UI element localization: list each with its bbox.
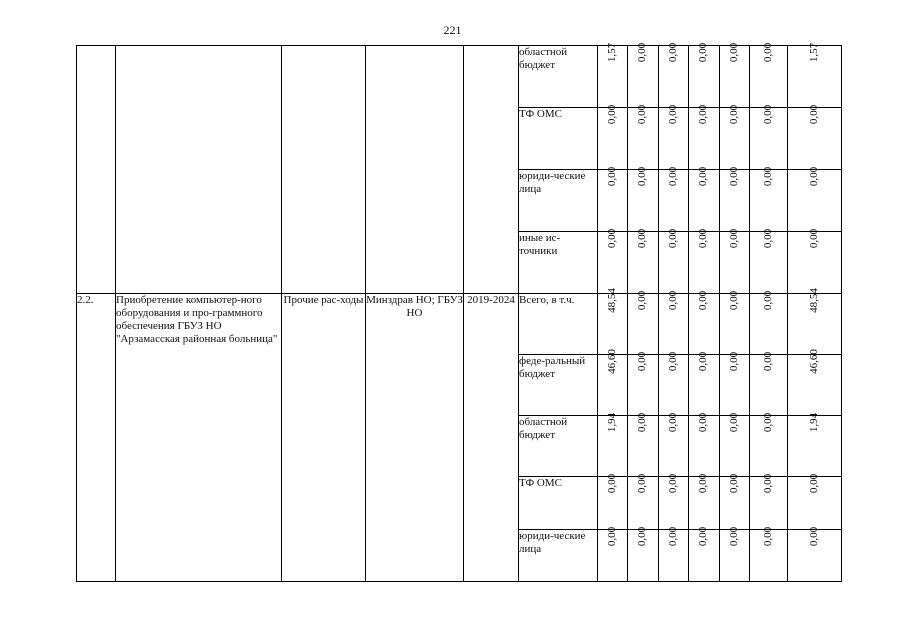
amount-cell: 0,00 — [659, 46, 689, 108]
amount-cell: 0,00 — [720, 108, 750, 170]
amount-cell: 0,00 — [720, 355, 750, 416]
amount-cell: 0,00 — [598, 170, 628, 232]
amount-cell: 0,00 — [788, 108, 842, 170]
amount-cell: 1,94 — [598, 416, 628, 477]
amount-cell: 0,00 — [720, 294, 750, 355]
empty-expense-cell — [282, 46, 366, 294]
amount-cell: 0,00 — [628, 170, 659, 232]
amount-cell: 0,00 — [750, 294, 788, 355]
amount-cell: 0,00 — [750, 477, 788, 530]
amount-cell: 0,00 — [750, 530, 788, 582]
amount-cell: 0,00 — [659, 232, 689, 294]
funding-source: ТФ ОМС — [519, 477, 598, 530]
amount-cell: 0,00 — [689, 232, 720, 294]
amount-cell: 1,94 — [788, 416, 842, 477]
amount-cell: 0,00 — [628, 530, 659, 582]
amount-cell: 0,00 — [659, 355, 689, 416]
amount-cell: 0,00 — [788, 477, 842, 530]
funding-source: иные ис-точники — [519, 232, 598, 294]
amount-cell: 0,00 — [720, 530, 750, 582]
budget-table — [76, 42, 842, 582]
item-executor: Минздрав НО; ГБУЗ НО — [366, 294, 464, 582]
amount-cell: 0,00 — [720, 416, 750, 477]
funding-source: юриди-ческие лица — [519, 170, 598, 232]
amount-cell: 0,00 — [628, 46, 659, 108]
funding-source: областной бюджет — [519, 46, 598, 108]
amount-cell: 48,54 — [788, 294, 842, 355]
amount-cell: 46,60 — [788, 355, 842, 416]
amount-cell: 0,00 — [689, 477, 720, 530]
amount-cell: 0,00 — [659, 477, 689, 530]
empty-name-cell — [116, 46, 282, 294]
amount-cell: 0,00 — [598, 108, 628, 170]
item-expense-type: Прочие рас-ходы — [282, 294, 366, 582]
amount-cell: 0,00 — [689, 108, 720, 170]
item-number: 2.2. — [77, 294, 116, 582]
amount-cell: 0,00 — [720, 477, 750, 530]
funding-source: феде-ральный бюджет — [519, 355, 598, 416]
amount-cell: 0,00 — [628, 355, 659, 416]
amount-cell: 1,57 — [788, 46, 842, 108]
amount-cell: 0,00 — [750, 416, 788, 477]
page-number: 221 — [443, 23, 462, 37]
amount-cell: 0,00 — [689, 355, 720, 416]
amount-cell: 0,00 — [628, 108, 659, 170]
table-row — [77, 46, 842, 108]
amount-cell: 0,00 — [598, 232, 628, 294]
amount-cell: 48,54 — [598, 294, 628, 355]
amount-cell: 46,60 — [598, 355, 628, 416]
funding-source: юриди-ческие лица — [519, 530, 598, 582]
amount-cell: 0,00 — [628, 477, 659, 530]
item-period: 2019-2024 — [464, 294, 519, 582]
amount-cell: 0,00 — [788, 170, 842, 232]
amount-cell: 0,00 — [750, 355, 788, 416]
amount-cell: 1,57 — [598, 46, 628, 108]
amount-cell: 0,00 — [628, 294, 659, 355]
amount-cell: 0,00 — [659, 294, 689, 355]
amount-cell: 0,00 — [689, 46, 720, 108]
amount-cell: 0,00 — [788, 232, 842, 294]
amount-cell: 0,00 — [750, 46, 788, 108]
amount-cell: 0,00 — [720, 232, 750, 294]
amount-cell: 0,00 — [628, 232, 659, 294]
funding-source: областной бюджет — [519, 416, 598, 477]
amount-cell: 0,00 — [598, 530, 628, 582]
amount-cell: 0,00 — [689, 416, 720, 477]
amount-cell: 0,00 — [659, 530, 689, 582]
amount-cell: 0,00 — [788, 530, 842, 582]
item-name: Приобретение компьютер-ного оборудования и про-граммного обеспечения ГБУЗ НО "Арзамасская районная больница" — [116, 294, 282, 582]
amount-cell: 0,00 — [750, 232, 788, 294]
funding-source: ТФ ОМС — [519, 108, 598, 170]
amount-cell: 0,00 — [689, 294, 720, 355]
amount-cell: 0,00 — [750, 170, 788, 232]
amount-cell: 0,00 — [689, 530, 720, 582]
amount-cell: 0,00 — [628, 416, 659, 477]
amount-cell: 0,00 — [659, 108, 689, 170]
table-row — [77, 294, 842, 355]
amount-cell: 0,00 — [659, 416, 689, 477]
empty-executor-cell — [366, 46, 464, 294]
amount-cell: 0,00 — [598, 477, 628, 530]
empty-number-cell — [77, 46, 116, 294]
funding-source: Всего, в т.ч. — [519, 294, 598, 355]
empty-period-cell — [464, 46, 519, 294]
amount-cell: 0,00 — [720, 46, 750, 108]
amount-cell: 0,00 — [689, 170, 720, 232]
amount-cell: 0,00 — [750, 108, 788, 170]
amount-cell: 0,00 — [659, 170, 689, 232]
amount-cell: 0,00 — [720, 170, 750, 232]
